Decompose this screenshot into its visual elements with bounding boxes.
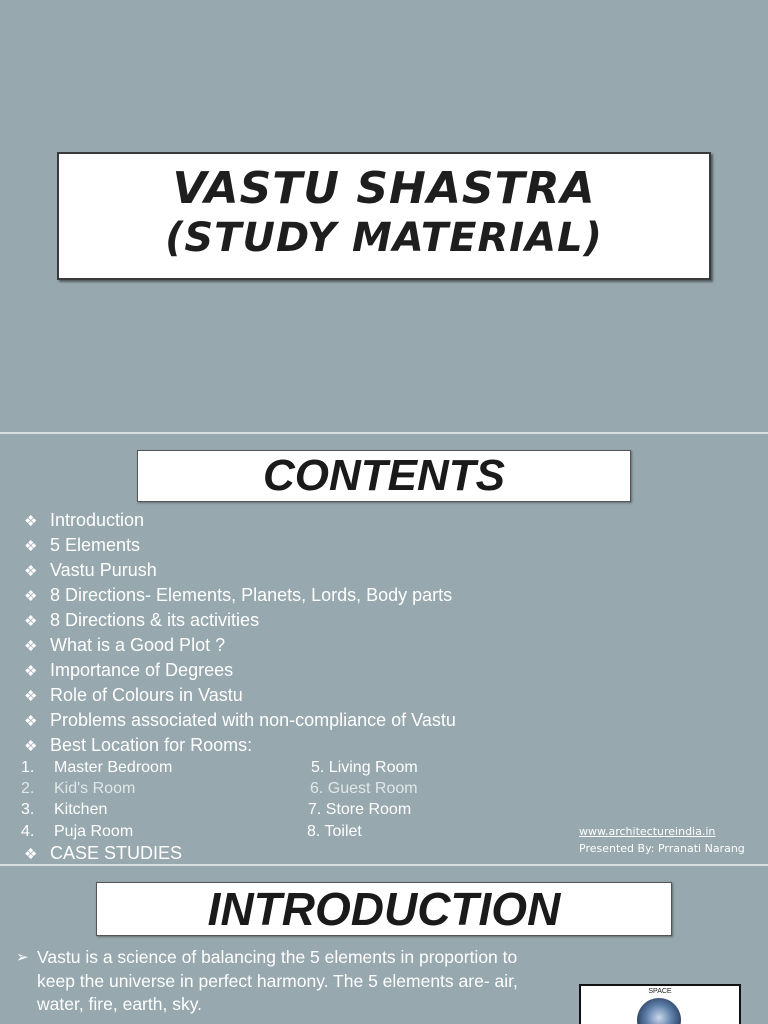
contents-heading: CONTENTS: [137, 450, 631, 502]
list-item: 2. Kid's Room: [21, 780, 136, 797]
list-item: ❖ 8 Directions- Elements, Planets, Lords, Body parts: [24, 583, 456, 608]
list-item: ❖ Introduction: [24, 508, 456, 533]
list-item: ❖ Role of Colours in Vastu: [24, 683, 456, 708]
list-item: 8. Toilet: [307, 823, 362, 840]
diamond-bullet-icon: ❖: [24, 663, 38, 680]
introduction-slide: [0, 866, 768, 1024]
list-item: 3. Kitchen: [21, 801, 108, 818]
list-item: 5. Living Room: [311, 759, 418, 776]
diamond-bullet-icon: ❖: [24, 538, 38, 555]
diamond-bullet-icon: ❖: [24, 738, 38, 755]
contents-slide: [0, 434, 768, 864]
website-link[interactable]: www.architectureindia.in: [579, 825, 716, 838]
diamond-bullet-icon: ❖: [24, 563, 38, 580]
slide-title: VASTU SHASTRA: [172, 163, 596, 214]
title-slide: [0, 0, 768, 432]
introduction-heading: INTRODUCTION: [96, 882, 672, 936]
list-item: 6. Guest Room: [310, 780, 418, 797]
list-item: ❖ Vastu Purush: [24, 558, 456, 583]
space-thumbnail: [579, 984, 741, 1024]
list-item: ❖ Problems associated with non-compliance of Vastu: [24, 708, 456, 733]
thumbnail-label: SPACE: [648, 988, 672, 995]
presenter-credit: Presented By: Prranati Narang: [579, 842, 745, 855]
diamond-bullet-icon: ❖: [24, 846, 38, 863]
list-item: ❖ Importance of Degrees: [24, 658, 456, 683]
list-item: ❖ What is a Good Plot ?: [24, 633, 456, 658]
diamond-bullet-icon: ❖: [24, 613, 38, 630]
diamond-bullet-icon: ❖: [24, 588, 38, 605]
arrow-bullet-icon: ➢: [16, 949, 29, 966]
diamond-bullet-icon: ❖: [24, 713, 38, 730]
list-item: ❖ CASE STUDIES: [24, 841, 182, 864]
diamond-bullet-icon: ❖: [24, 513, 38, 530]
list-item: ❖ Best Location for Rooms:: [24, 733, 456, 758]
intro-paragraph: [16, 946, 556, 1017]
list-item: ❖ 8 Directions & its activities: [24, 608, 456, 633]
title-box: [57, 152, 711, 280]
list-item: 1. Master Bedroom: [21, 759, 173, 776]
list-item: 7. Store Room: [308, 801, 412, 818]
slide-subtitle: (STUDY MATERIAL): [165, 215, 603, 261]
list-item: ❖ 5 Elements: [24, 533, 456, 558]
diamond-bullet-icon: ❖: [24, 638, 38, 655]
space-image: [637, 998, 681, 1024]
credit-block: [579, 823, 745, 857]
intro-paragraph-text: Vastu is a science of balancing the 5 elements in proportion to keep the universe in perfect harmony. The 5 elements are- air, water, fire, earth, sky.: [37, 947, 518, 1014]
contents-list: [24, 508, 456, 758]
diamond-bullet-icon: ❖: [24, 688, 38, 705]
list-item: 4. Puja Room: [21, 823, 134, 840]
